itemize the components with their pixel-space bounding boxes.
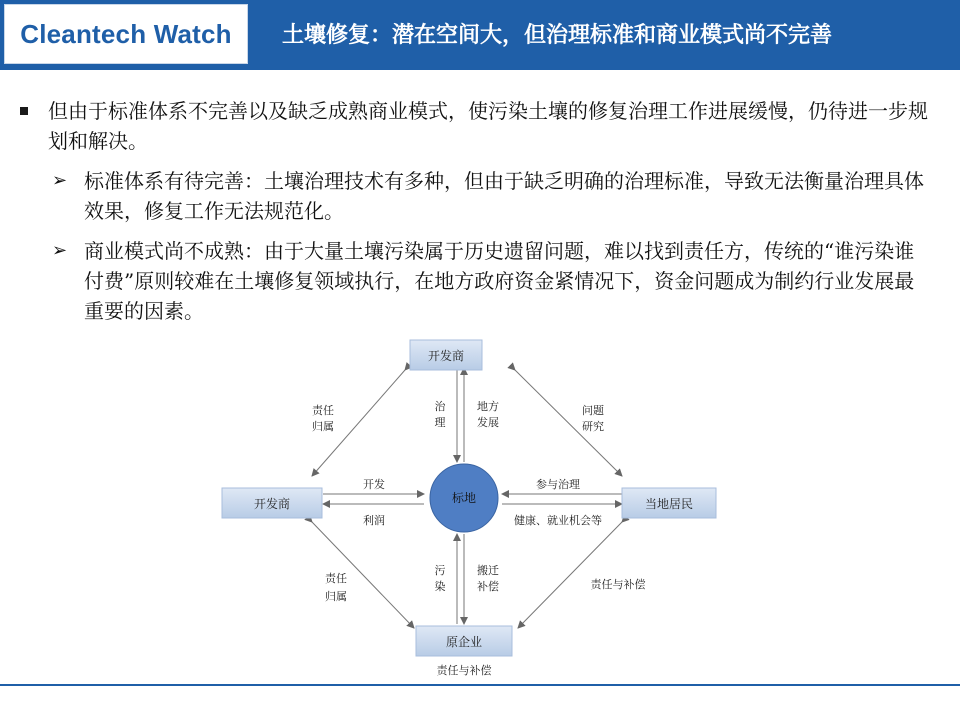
- label-left-bottom: 利润: [363, 514, 385, 527]
- center-label: 标地: [451, 491, 477, 505]
- label-top-left-2: 归属: [312, 420, 334, 433]
- label-bottom-left-2: 归属: [325, 590, 347, 603]
- label-bottom-vert-right-2: 补偿: [477, 580, 499, 593]
- arrow-top-right: [515, 370, 622, 476]
- slide-title: 土壤修复：潜在空间大，但治理标准和商业模式尚不完善: [282, 22, 833, 48]
- footer-divider: [0, 684, 960, 686]
- label-top-right-2: 研究: [582, 420, 604, 433]
- label-bottom-vert-right-1: 搬迁: [477, 564, 499, 577]
- label-right-top: 参与治理: [536, 478, 580, 491]
- arrow-bullet-icon: ➢: [52, 170, 68, 191]
- label-top-vert-right-1: 地方: [477, 400, 499, 413]
- brand-logo: Cleantech Watch: [20, 18, 232, 49]
- label-left-top: 开发: [363, 478, 385, 491]
- label-top-left-1: 责任: [312, 404, 334, 417]
- square-bullet-icon: [20, 107, 28, 115]
- label-bottom-vert-left-2: 染: [434, 580, 446, 593]
- label-top-vert-left-1: 治: [434, 400, 446, 413]
- stakeholder-diagram: [0, 330, 960, 690]
- label-bottom-caption: 责任与补偿: [436, 664, 492, 677]
- label-bottom-vert-left-1: 污: [434, 564, 446, 577]
- node-right-label: 当地居民: [644, 497, 694, 511]
- label-top-vert-left-2: 理: [434, 416, 446, 429]
- brand-box: [4, 4, 248, 64]
- label-top-vert-right-2: 发展: [477, 416, 499, 429]
- arrow-bullet-icon: ➢: [52, 240, 68, 261]
- node-top-label: 开发商: [427, 349, 465, 363]
- arrow-bottom-right: [518, 522, 622, 628]
- header-bar: [0, 0, 960, 70]
- main-bullet-text: 但由于标准体系不完善以及缺乏成熟商业模式，使污染土壤的修复治理工作进展缓慢，仍待进一步规划和解决。: [48, 99, 928, 153]
- label-right-bottom: 健康、就业机会等: [514, 514, 602, 527]
- label-bottom-right: 责任与补偿: [590, 578, 646, 591]
- label-bottom-left-1: 责任: [325, 572, 347, 585]
- node-left-label: 开发商: [253, 497, 291, 511]
- sub-bullet-text: 商业模式尚不成熟：由于大量土壤污染属于历史遗留问题，难以找到责任方，传统的“谁污染谁付费”原则较难在土壤修复领域执行，在地方政府资金紧情况下，资金问题成为制约行业发展最重要的因素。: [84, 239, 915, 323]
- sub-bullet-text: 标准体系有待完善：土壤治理技术有多种，但由于缺乏明确的治理标准，导致无法衡量治理具体效果，修复工作无法规范化。: [84, 169, 924, 223]
- node-bottom-label: 原企业: [445, 635, 483, 649]
- label-top-right-1: 问题: [582, 404, 604, 417]
